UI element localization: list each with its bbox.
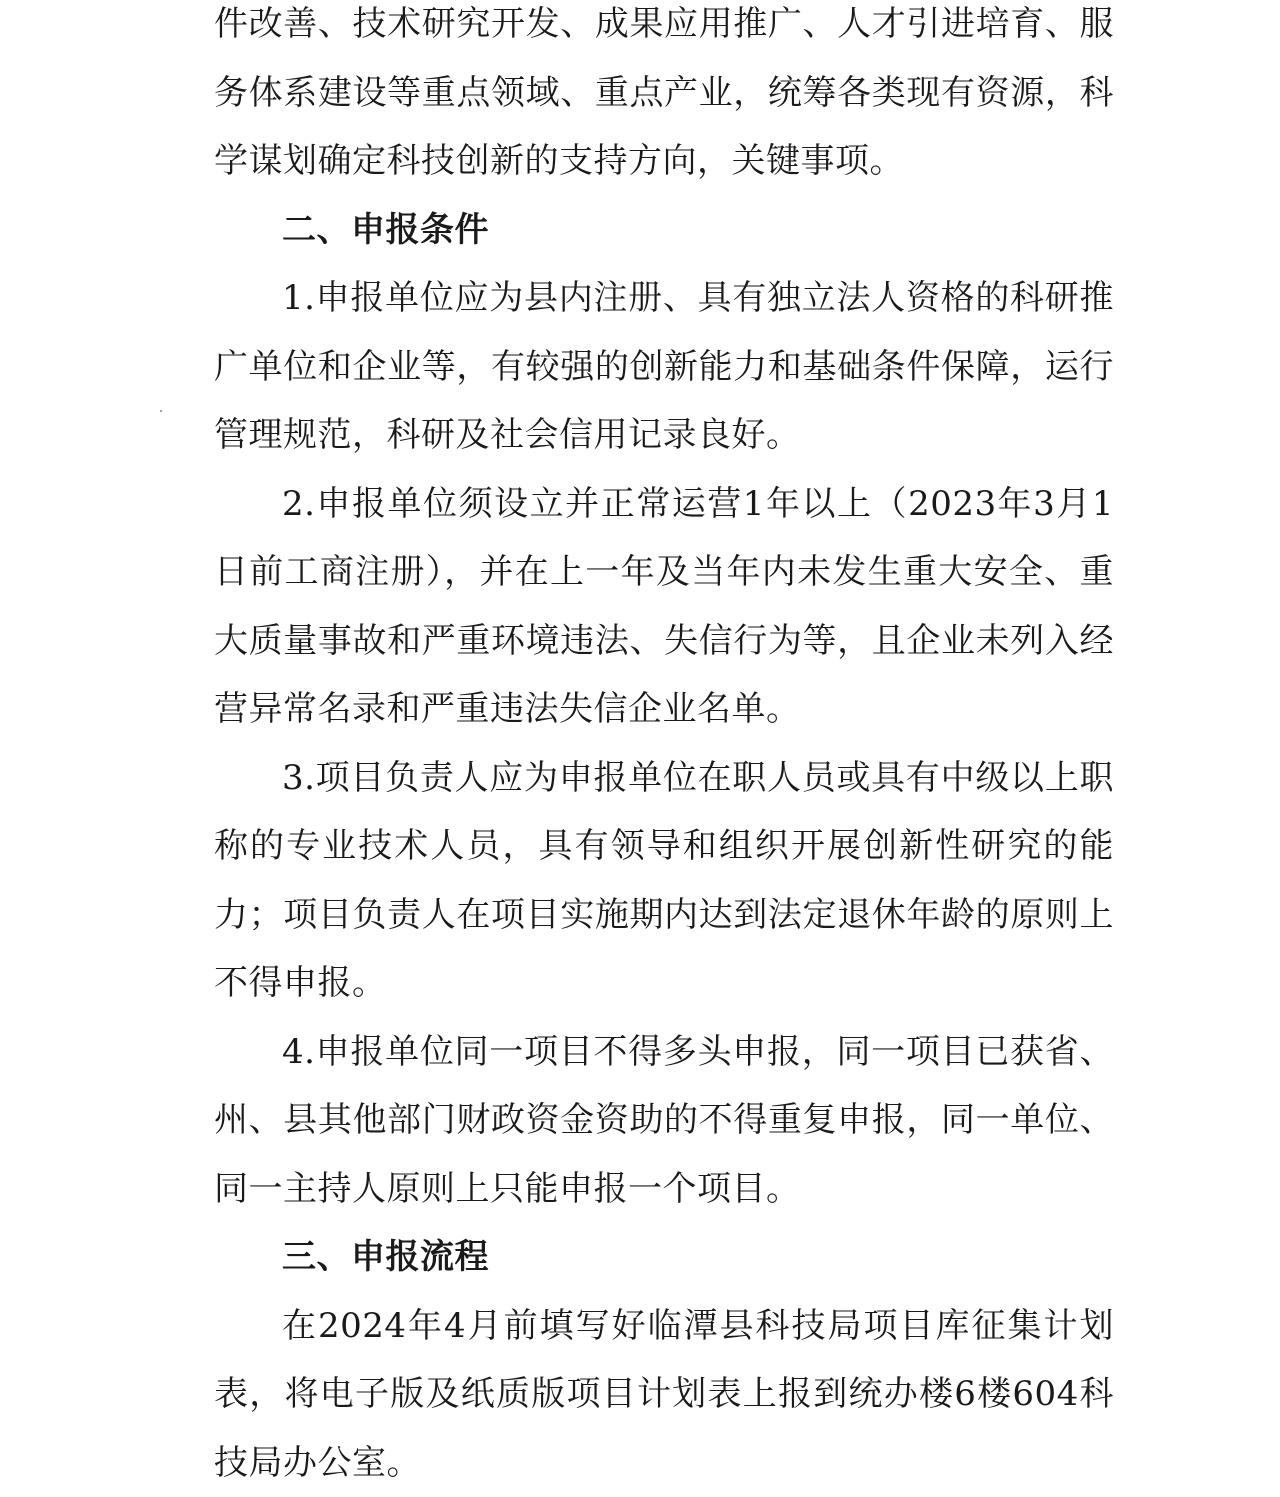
condition-2: 2.申报单位须设立并正常运营1年以上（2023年3月1日前工商注册），并在上一年及当年内未发生重大安全、重大质量事故和严重环境违法、失信行为等，且企业未列入经营异常名录和严重违法失信企业名单。	[214, 470, 1114, 744]
condition-4: 4.申报单位同一项目不得多头申报，同一项目已获省、州、县其他部门财政资金资助的不得重复申报，同一单位、同一主持人原则上只能申报一个项目。	[214, 1018, 1114, 1224]
document-body	[214, 0, 1114, 1497]
section-heading-conditions: 二、申报条件	[214, 196, 1114, 265]
condition-1: 1.申报单位应为县内注册、具有独立法人资格的科研推广单位和企业等，有较强的创新能力和基础条件保障，运行管理规范，科研及社会信用记录良好。	[214, 264, 1114, 470]
intro-paragraph: 件改善、技术研究开发、成果应用推广、人才引进培育、服务体系建设等重点领域、重点产业，统筹各类现有资源，科学谋划确定科技创新的支持方向，关键事项。	[214, 0, 1114, 196]
scan-speck	[160, 410, 162, 412]
condition-3: 3.项目负责人应为申报单位在职人员或具有中级以上职称的专业技术人员，具有领导和组织开展创新性研究的能力；项目负责人在项目实施期内达到法定退休年龄的原则上不得申报。	[214, 744, 1114, 1018]
section-heading-process: 三、申报流程	[214, 1223, 1114, 1292]
process-paragraph: 在2024年4月前填写好临潭县科技局项目库征集计划表，将电子版及纸质版项目计划表上报到统办楼6楼604科技局办公室。	[214, 1292, 1114, 1497]
